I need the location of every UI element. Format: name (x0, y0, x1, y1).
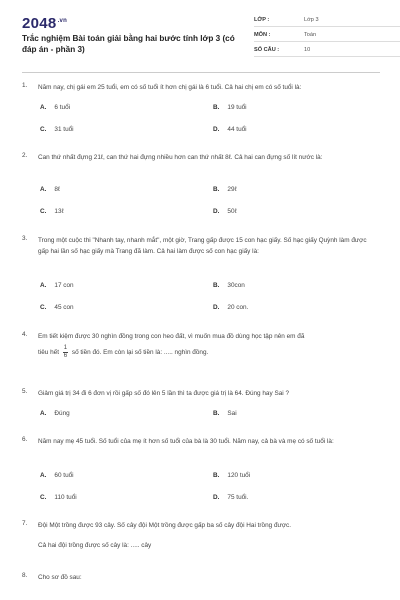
option-text: Đúng (54, 410, 70, 417)
option-text: 19 tuổi (227, 104, 247, 111)
option-letter: B. (213, 186, 220, 193)
meta-row-subject (254, 30, 400, 42)
option-text: Sai (227, 410, 237, 417)
site-logo[interactable] (22, 15, 67, 32)
option-text: 44 tuổi (227, 126, 247, 133)
meta-table (254, 15, 400, 60)
question-7-line-2 (38, 542, 378, 549)
question-text: Năm nay, chị gái em 25 tuổi, em có số tuổi ít hơn chị gái là 6 tuổi. Cả hai chị em có số tuổi là: (38, 84, 302, 91)
option-text: 6 tuổi (54, 104, 71, 111)
question-number: 1. (22, 82, 28, 89)
meta-key: LỚP : (254, 17, 270, 23)
logo-text: 2048 (22, 15, 57, 32)
meta-value: Toán (304, 32, 317, 38)
question-number: 2. (22, 152, 28, 159)
question-number: 7. (22, 520, 28, 527)
question-4-line-2 (38, 345, 378, 360)
option-letter: A. (40, 104, 47, 111)
meta-value: 10 (304, 47, 311, 53)
option-letter: A. (40, 282, 47, 289)
question-number: 4. (22, 331, 28, 338)
option-b[interactable] (213, 410, 237, 417)
option-text: 75 tuổi. (227, 494, 249, 501)
option-letter: A. (40, 410, 47, 417)
option-a[interactable] (40, 472, 74, 479)
question-number: 6. (22, 436, 28, 443)
question-text: Can thứ nhất đựng 21ℓ, can thứ hai đựng nhiều hơn can thứ nhất 8ℓ. Cả hai can đựng số lít nước là: (38, 154, 323, 161)
option-letter: B. (213, 282, 220, 289)
header-divider (22, 72, 380, 73)
option-letter: D. (213, 304, 220, 311)
option-letter: A. (40, 186, 47, 193)
question-text: Em tiết kiệm được 30 nghìn đồng trong con heo đất, vì muốn mua đồ dùng học tập nên em đã (38, 333, 305, 340)
meta-row-class (254, 15, 400, 27)
question-text: Cho sơ đồ sau: (38, 574, 82, 581)
option-text: 60 tuổi (54, 472, 74, 479)
option-a[interactable] (40, 410, 70, 417)
option-c[interactable] (40, 126, 74, 133)
document-title: Trắc nghiệm Bài toán giải bằng hai bước tính lớp 3 (có đáp án - phần 3) (22, 34, 235, 54)
meta-row-count (254, 45, 400, 57)
option-d[interactable] (213, 126, 247, 133)
option-d[interactable] (213, 208, 237, 215)
option-letter: C. (40, 126, 47, 133)
option-letter: C. (40, 494, 47, 501)
fraction-denominator: 6 (63, 353, 68, 359)
option-letter: D. (213, 208, 220, 215)
option-b[interactable] (213, 472, 250, 479)
option-letter: D. (213, 494, 220, 501)
question-number: 3. (22, 235, 28, 242)
option-letter: B. (213, 104, 220, 111)
option-text: 29ℓ (227, 186, 237, 193)
question-text: Cả hai đội trồng được số cây là: ..... cây (38, 542, 152, 549)
option-text: 30con (227, 282, 245, 289)
option-a[interactable] (40, 104, 70, 111)
question-number: 5. (22, 388, 28, 395)
question-text: Đội Một trồng được 93 cây. Số cây đội Một trồng được gấp ba số cây đội Hai trồng được. (38, 522, 291, 529)
option-text: 17 con (54, 282, 74, 289)
option-letter: B. (213, 472, 220, 479)
meta-value: Lớp 3 (304, 17, 319, 23)
option-b[interactable] (213, 282, 245, 289)
question-text: Giảm giá trị 34 đi 6 đơn vị rồi gấp số đó lên 5 lần thì ta được giá trị là 64. Đúng hay Sai ? (38, 390, 290, 397)
option-letter: D. (213, 126, 220, 133)
option-a[interactable] (40, 186, 60, 193)
meta-key: SỐ CÂU : (254, 47, 280, 53)
option-c[interactable] (40, 494, 77, 501)
option-letter: C. (40, 208, 47, 215)
option-text: 50ℓ (227, 208, 237, 215)
option-d[interactable] (213, 494, 248, 501)
option-text: 13ℓ (54, 208, 64, 215)
option-c[interactable] (40, 208, 64, 215)
document-header (22, 12, 382, 60)
option-text: 31 tuổi (54, 126, 74, 133)
option-text: 120 tuổi (227, 472, 251, 479)
option-d[interactable] (213, 304, 248, 311)
option-a[interactable] (40, 282, 74, 289)
fraction-numerator: 1 (63, 345, 68, 351)
option-text: 45 con (54, 304, 74, 311)
question-text: số tiền đó. Em còn lại số tiền là: ..... nghìn đồng. (71, 349, 209, 357)
option-c[interactable] (40, 304, 74, 311)
fraction (63, 345, 68, 360)
question-text: tiêu hết (38, 349, 59, 357)
option-letter: B. (213, 410, 220, 417)
option-letter: A. (40, 472, 47, 479)
option-letter: C. (40, 304, 47, 311)
option-b[interactable] (213, 104, 247, 111)
option-text: 110 tuổi (54, 494, 77, 501)
question-text: Năm nay mẹ 45 tuổi. Số tuổi của mẹ ít hơn số tuổi của bà là 30 tuổi. Năm nay, cả bà và mẹ có số tuổi là: (38, 438, 334, 445)
meta-key: MÔN : (254, 32, 271, 38)
option-text: 20 con. (227, 304, 249, 311)
question-text: Trong một cuộc thi "Nhanh tay, nhanh mắt", một giờ, Trang gấp được 15 con hạc giấy. Số hạc giấy Quỳnh làm được gấp hai lần số hạc giấy mà Trang đã làm. Cả hai làm được số con hạc giấy là: (38, 237, 367, 255)
option-b[interactable] (213, 186, 237, 193)
option-text: 8ℓ (54, 186, 61, 193)
logo-suffix: .vn (57, 18, 68, 24)
question-number: 8. (22, 572, 28, 579)
